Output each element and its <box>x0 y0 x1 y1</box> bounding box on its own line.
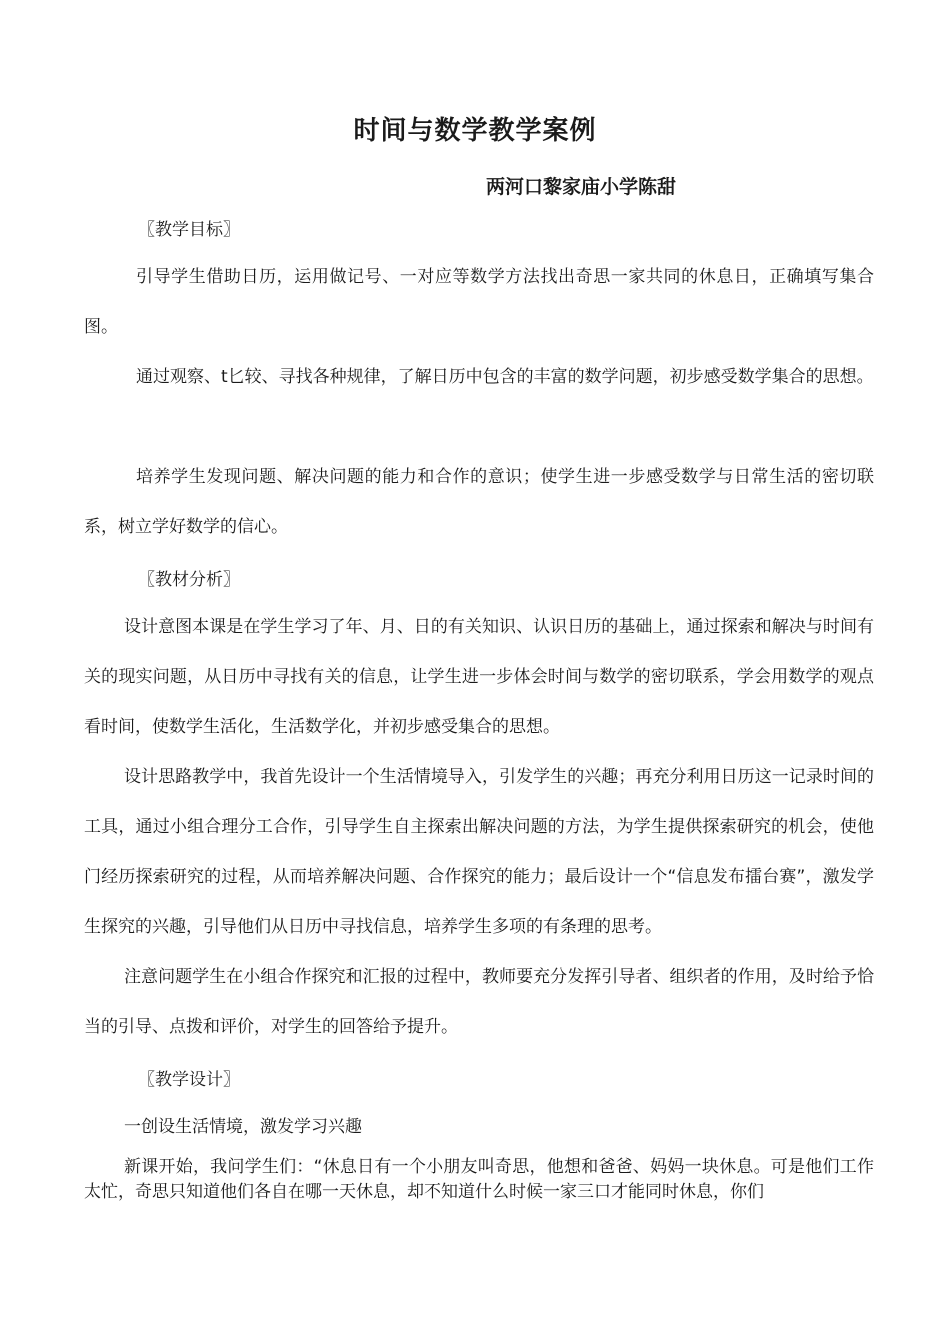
analysis-paragraph: 设计思路教学中，我首先设计一个生活情境导入，引发学生的兴趣；再充分利用日历这一记录时间的工具，通过小组合理分工合作，引导学生自主探索出解决问题的方法，为学生提供探索研究的机会，使他门经历探索研究的过程，从而培养解决问题、合作探究的能力；最后设计一个“信息发布擂台赛”，激发学生探究的兴趣，引导他们从日历中寻找信息，培养学生多项的有条理的思考。 <box>84 767 874 937</box>
goal-paragraph: 引导学生借助日历，运用做记号、一对应等数学方法找出奇思一家共同的休息日，正确填写集合图。 <box>84 267 874 337</box>
goal-paragraph: 培养学生发现问题、解决问题的能力和合作的意识；使学生进一步感受数学与日常生活的密切联系，树立学好数学的信心。 <box>84 467 874 537</box>
goal-paragraph: 通过观察、t匕较、寻找各种规律，了解日历中包含的丰富的数学问题，初步感受数学集合的思想。 <box>136 367 874 387</box>
document-author: 两河口黎家庙小学陈甜 <box>486 176 677 198</box>
section-heading-analysis: 〖教材分析〗 <box>138 570 240 590</box>
document-title: 时间与数学教学案例 <box>353 116 597 146</box>
analysis-paragraph: 注意问题学生在小组合作探究和汇报的过程中，教师要充分发挥引导者、组织者的作用，及时给予恰当的引导、点拨和评价，对学生的回答给予提升。 <box>84 967 874 1037</box>
analysis-paragraph: 设计意图本课是在学生学习了年、月、日的有关知识、认识日历的基础上，通过探索和解决与时间有关的现实问题，从日历中寻找有关的信息，让学生进一步体会时间与数学的密切联系，学会用数学的观点看时间，使数学生活化，生活数学化，并初步感受集合的思想。 <box>84 617 874 737</box>
section-heading-design: 〖教学设计〗 <box>138 1070 240 1090</box>
design-paragraph: 新课开始，我问学生们：“休息日有一个小朋友叫奇思，他想和爸爸、妈妈一块休息。可是他们工作太忙，奇思只知道他们各自在哪一天休息，却不知道什么时候一家三口才能同时休息，你们 <box>84 1157 874 1202</box>
section-heading-goals: 〖教学目标〗 <box>138 220 240 240</box>
design-step-heading: 一创设生活情境，激发学习兴趣 <box>124 1117 362 1137</box>
